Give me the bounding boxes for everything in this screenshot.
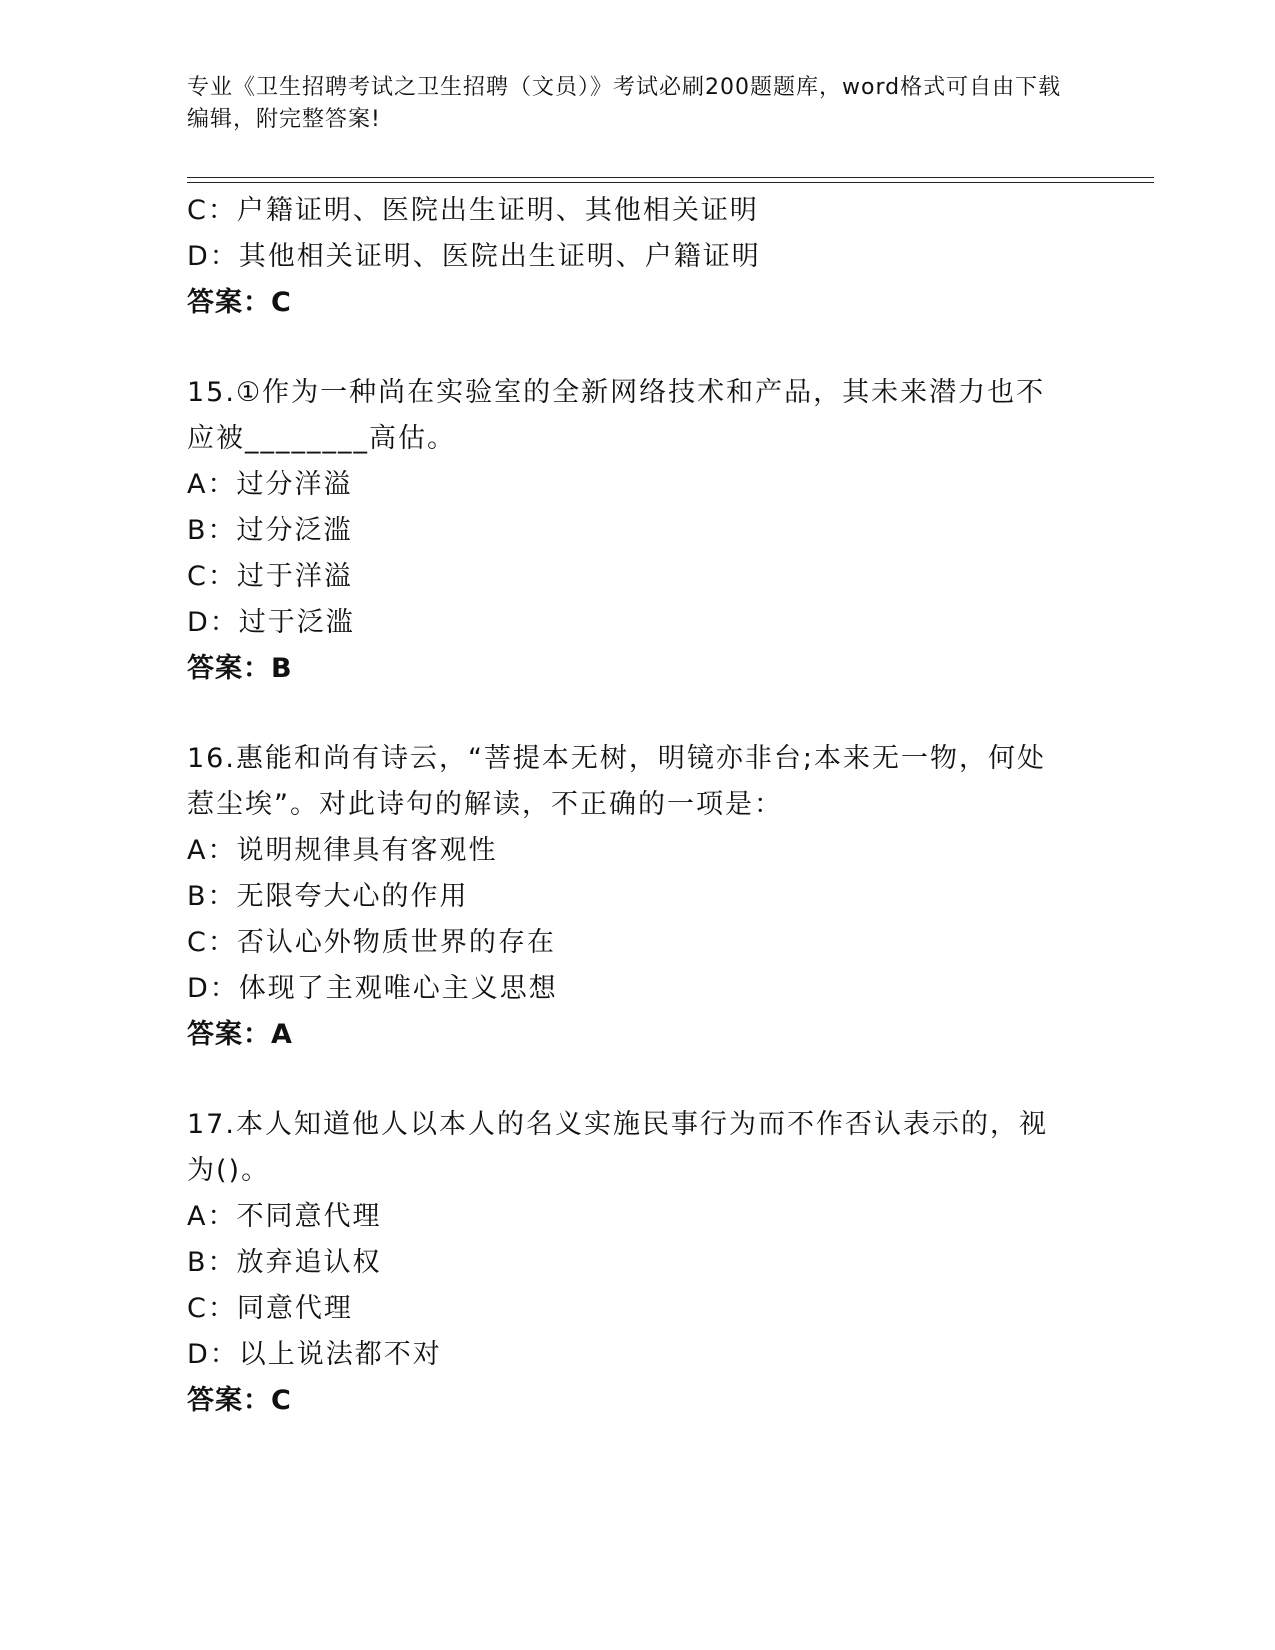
option-a: A：说明规律具有客观性 [187, 835, 498, 866]
option-c: C：过于洋溢 [187, 561, 353, 592]
question-17 [187, 1102, 1087, 1424]
question-stem: 15.①作为一种尚在实验室的全新网络技术和产品，其未来潜力也不应被________高估。 [187, 377, 1046, 454]
option-d: D：其他相关证明、医院出生证明、户籍证明 [187, 241, 761, 272]
question-16 [187, 736, 1087, 1058]
page-header: 专业《卫生招聘考试之卫生招聘（文员）》考试必刷200题题库，word格式可自由下载编辑，附完整答案! [187, 75, 1062, 132]
option-a: A：不同意代理 [187, 1201, 382, 1232]
answer-line: 答案：A [187, 1019, 293, 1050]
option-a: A：过分洋溢 [187, 469, 353, 500]
question-stem: 16.惠能和尚有诗云，“菩提本无树，明镜亦非台;本来无一物，何处惹尘埃”。对此诗句的解读，不正确的一项是： [187, 743, 1047, 820]
option-d: D：过于泛滥 [187, 607, 355, 638]
answer-line: 答案：C [187, 1385, 292, 1416]
carryover-question [187, 188, 1087, 326]
answer-line: 答案：C [187, 287, 292, 318]
option-c: C：否认心外物质世界的存在 [187, 927, 556, 958]
answer-line: 答案：B [187, 653, 293, 684]
document-body [187, 188, 1087, 1424]
header-rule-bottom [187, 182, 1154, 183]
option-b: B：放弃追认权 [187, 1247, 382, 1278]
question-stem: 17.本人知道他人以本人的名义实施民事行为而不作否认表示的，视为()。 [187, 1109, 1048, 1186]
option-b: B：无限夸大心的作用 [187, 881, 469, 912]
option-c: C：户籍证明、医院出生证明、其他相关证明 [187, 195, 759, 226]
option-d: D：以上说法都不对 [187, 1339, 442, 1370]
header-rule-top [187, 177, 1154, 178]
option-b: B：过分泛滥 [187, 515, 353, 546]
option-d: D：体现了主观唯心主义思想 [187, 973, 558, 1004]
question-15 [187, 370, 1087, 692]
option-c: C：同意代理 [187, 1293, 353, 1324]
